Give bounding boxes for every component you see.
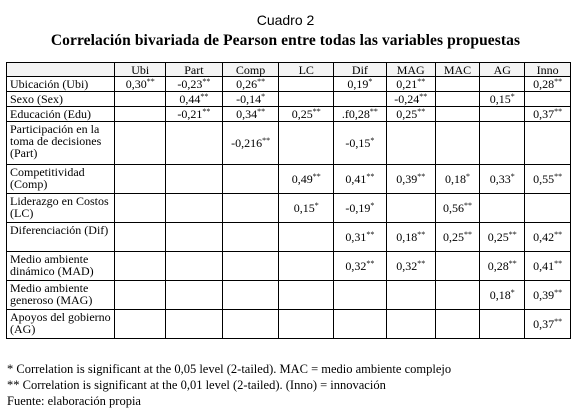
- correlation-value: 0,56: [442, 201, 464, 215]
- correlation-cell: [334, 223, 387, 252]
- table-row: [7, 310, 571, 339]
- significance-marker: **: [463, 201, 472, 210]
- significance-marker: **: [262, 136, 271, 145]
- correlation-cell: [115, 281, 166, 310]
- significance-marker: **: [419, 92, 428, 101]
- correlation-cell: [115, 223, 166, 252]
- correlation-value: 0,18: [489, 288, 511, 302]
- correlation-cell: [525, 223, 571, 252]
- correlation-cell: [222, 223, 279, 252]
- correlation-cell: [525, 281, 571, 310]
- correlation-cell: [435, 310, 480, 339]
- correlation-cell: [222, 252, 279, 281]
- correlation-value: -0,21: [177, 107, 203, 121]
- correlation-cell: [480, 252, 525, 281]
- correlation-cell: [222, 92, 279, 107]
- significance-marker: **: [554, 230, 563, 239]
- note-significance-001: ** Correlation is significant at the 0,01 level (2-tailed). (Inno) = innovación: [7, 378, 386, 392]
- significance-marker: **: [554, 107, 563, 116]
- correlation-cell: [435, 281, 480, 310]
- correlation-value: 0,18: [444, 172, 466, 186]
- header-row: [7, 63, 571, 77]
- correlation-cell: [166, 92, 223, 107]
- correlation-cell: [222, 77, 279, 92]
- table-row: [7, 107, 571, 122]
- correlation-cell: [279, 107, 334, 122]
- correlation-cell: [386, 223, 435, 252]
- correlation-value: 0,34: [236, 107, 258, 121]
- correlation-cell: [222, 194, 279, 223]
- correlation-value: 0,39: [533, 288, 555, 302]
- significance-marker: **: [417, 259, 426, 268]
- correlation-cell: [386, 92, 435, 107]
- significance-marker: **: [312, 107, 321, 116]
- correlation-value: 0,37: [533, 107, 555, 121]
- correlation-cell: [166, 252, 223, 281]
- table-caption: Cuadro 2: [256, 12, 315, 28]
- significance-marker: **: [200, 92, 209, 101]
- correlation-value: 0,41: [533, 259, 555, 273]
- row-label: Ubicación (Ubi): [7, 77, 115, 92]
- significance-marker: **: [417, 230, 426, 239]
- table-row: [7, 252, 571, 281]
- significance-marker: **: [366, 172, 375, 181]
- row-label: Educación (Edu): [7, 107, 115, 122]
- significance-marker: *: [370, 201, 375, 210]
- note-source: Fuente: elaboración propia: [7, 394, 141, 408]
- column-header: Comp: [222, 63, 279, 77]
- correlation-cell: [279, 122, 334, 165]
- significance-marker: **: [202, 77, 211, 86]
- correlation-cell: [279, 223, 334, 252]
- correlation-value: 0,37: [533, 317, 555, 331]
- significance-marker: **: [369, 107, 378, 116]
- correlation-value: -0,23: [177, 77, 203, 91]
- correlation-cell: [386, 252, 435, 281]
- column-header: LC: [279, 63, 334, 77]
- column-header: Dif: [334, 63, 387, 77]
- correlation-value: 0,32: [345, 259, 367, 273]
- correlation-cell: [166, 310, 223, 339]
- correlation-cell: [222, 281, 279, 310]
- correlation-value: 0,30: [125, 77, 147, 91]
- correlation-value: 0,26: [236, 77, 258, 91]
- significance-marker: **: [508, 230, 517, 239]
- significance-marker: *: [314, 201, 319, 210]
- correlation-cell: [435, 92, 480, 107]
- table-row: [7, 77, 571, 92]
- correlation-cell: [525, 92, 571, 107]
- column-header: Ubi: [115, 63, 166, 77]
- table-row: [7, 223, 571, 252]
- correlation-cell: [279, 310, 334, 339]
- correlation-cell: [115, 92, 166, 107]
- significance-marker: *: [261, 92, 266, 101]
- correlation-value: 0,15: [293, 201, 315, 215]
- significance-marker: *: [368, 77, 373, 86]
- row-label: Diferenciación (Dif): [7, 223, 115, 252]
- significance-marker: *: [465, 172, 470, 181]
- column-header: Inno: [525, 63, 571, 77]
- correlation-cell: [525, 122, 571, 165]
- correlation-cell: [222, 165, 279, 194]
- correlation-cell: [525, 77, 571, 92]
- correlation-cell: [222, 122, 279, 165]
- correlation-cell: [334, 77, 387, 92]
- correlation-cell: [435, 122, 480, 165]
- correlation-cell: [386, 107, 435, 122]
- correlation-cell: [115, 252, 166, 281]
- row-label: Sexo (Sex): [7, 92, 115, 107]
- correlation-cell: [166, 165, 223, 194]
- correlation-cell: [222, 107, 279, 122]
- correlation-cell: [386, 122, 435, 165]
- correlation-cell: [166, 194, 223, 223]
- correlation-cell: [480, 107, 525, 122]
- significance-marker: **: [417, 107, 426, 116]
- row-label: Medio ambiente dinámico (MAD): [7, 252, 115, 281]
- column-header: MAG: [386, 63, 435, 77]
- significance-marker: *: [510, 288, 515, 297]
- table-row: [7, 92, 571, 107]
- correlation-cell: [435, 77, 480, 92]
- correlation-cell: [435, 107, 480, 122]
- correlation-cell: [386, 165, 435, 194]
- column-header: Part: [166, 63, 223, 77]
- correlation-value: 0,41: [345, 172, 367, 186]
- significance-marker: **: [257, 77, 266, 86]
- correlation-cell: [279, 252, 334, 281]
- correlation-value: 0,44: [179, 92, 201, 106]
- correlation-value: 0,39: [396, 172, 418, 186]
- correlation-cell: [166, 281, 223, 310]
- correlation-value: 0,25: [396, 107, 418, 121]
- correlation-cell: [480, 77, 525, 92]
- correlation-cell: [115, 107, 166, 122]
- correlation-cell: [480, 194, 525, 223]
- significance-marker: **: [366, 230, 375, 239]
- correlation-value: 0,19: [347, 77, 369, 91]
- significance-marker: **: [366, 259, 375, 268]
- significance-marker: **: [146, 77, 155, 86]
- correlation-cell: [525, 194, 571, 223]
- correlation-cell: [334, 310, 387, 339]
- significance-marker: **: [417, 77, 426, 86]
- correlation-cell: [334, 252, 387, 281]
- table-row: [7, 281, 571, 310]
- correlation-cell: [435, 223, 480, 252]
- row-label: Liderazgo en Costos (LC): [7, 194, 115, 223]
- correlation-cell: [279, 281, 334, 310]
- significance-marker: *: [510, 172, 515, 181]
- significance-marker: *: [510, 92, 515, 101]
- correlation-value: 0,18: [396, 230, 418, 244]
- correlation-value: 0,21: [396, 77, 418, 91]
- correlation-cell: [166, 107, 223, 122]
- correlation-cell: [222, 310, 279, 339]
- correlation-cell: [334, 281, 387, 310]
- correlation-value: 0,25: [442, 230, 464, 244]
- correlation-cell: [525, 165, 571, 194]
- significance-marker: **: [312, 172, 321, 181]
- correlation-value: 0,25: [487, 230, 509, 244]
- correlation-value: 0,55: [533, 172, 555, 186]
- correlation-value: 0,33: [489, 172, 511, 186]
- significance-marker: **: [554, 259, 563, 268]
- correlation-value: 0,31: [345, 230, 367, 244]
- significance-marker: **: [554, 317, 563, 326]
- correlation-table: [6, 62, 571, 339]
- correlation-cell: [115, 165, 166, 194]
- correlation-cell: [480, 310, 525, 339]
- correlation-cell: [435, 252, 480, 281]
- correlation-cell: [480, 165, 525, 194]
- row-label: Apoyos del gobierno (AG): [7, 310, 115, 339]
- significance-marker: **: [554, 288, 563, 297]
- correlation-cell: [115, 77, 166, 92]
- correlation-value: .f0,28: [341, 107, 370, 121]
- significance-marker: *: [370, 136, 375, 145]
- significance-marker: **: [417, 172, 426, 181]
- column-header: MAC: [435, 63, 480, 77]
- row-label: Competitividad (Comp): [7, 165, 115, 194]
- table-row: [7, 194, 571, 223]
- correlation-value: -0,24: [394, 92, 420, 106]
- significance-marker: **: [463, 230, 472, 239]
- correlation-cell: [480, 92, 525, 107]
- correlation-value: 0,25: [291, 107, 313, 121]
- correlation-value: 0,42: [533, 230, 555, 244]
- correlation-cell: [480, 122, 525, 165]
- note-significance-005: * Correlation is significant at the 0,05 level (2-tailed). MAC = medio ambiente complejo: [7, 362, 452, 376]
- significance-marker: **: [202, 107, 211, 116]
- correlation-cell: [435, 194, 480, 223]
- correlation-cell: [525, 107, 571, 122]
- significance-marker: **: [554, 172, 563, 181]
- correlation-cell: [334, 194, 387, 223]
- correlation-cell: [279, 92, 334, 107]
- correlation-cell: [279, 165, 334, 194]
- column-header: AG: [480, 63, 525, 77]
- correlation-value: 0,15: [489, 92, 511, 106]
- correlation-cell: [334, 107, 387, 122]
- correlation-value: 0,28: [487, 259, 509, 273]
- table-body: [7, 77, 571, 339]
- corner-cell: [7, 63, 115, 77]
- table-row: [7, 122, 571, 165]
- correlation-value: -0,15: [345, 136, 371, 150]
- correlation-cell: [525, 252, 571, 281]
- correlation-cell: [115, 310, 166, 339]
- correlation-cell: [279, 194, 334, 223]
- correlation-cell: [334, 165, 387, 194]
- significance-marker: **: [257, 107, 266, 116]
- correlation-cell: [386, 194, 435, 223]
- significance-marker: **: [508, 259, 517, 268]
- correlation-cell: [386, 281, 435, 310]
- row-label: Medio ambiente generoso (MAG): [7, 281, 115, 310]
- correlation-cell: [525, 310, 571, 339]
- correlation-cell: [166, 223, 223, 252]
- correlation-value: -0,19: [345, 201, 371, 215]
- correlation-cell: [386, 77, 435, 92]
- correlation-cell: [115, 194, 166, 223]
- table-notes: [7, 361, 451, 409]
- correlation-cell: [279, 77, 334, 92]
- correlation-cell: [435, 165, 480, 194]
- correlation-value: 0,32: [396, 259, 418, 273]
- correlation-cell: [334, 92, 387, 107]
- correlation-value: -0,14: [236, 92, 262, 106]
- row-label: Participación en la toma de decisiones (Part): [7, 122, 115, 165]
- correlation-cell: [166, 77, 223, 92]
- correlation-cell: [115, 122, 166, 165]
- correlation-value: 0,28: [533, 77, 555, 91]
- significance-marker: **: [554, 77, 563, 86]
- correlation-cell: [480, 223, 525, 252]
- correlation-cell: [480, 281, 525, 310]
- correlation-cell: [386, 310, 435, 339]
- table-row: [7, 165, 571, 194]
- table-title: Correlación bivariada de Pearson entre todas las variables propuestas: [50, 32, 521, 49]
- correlation-cell: [334, 122, 387, 165]
- correlation-cell: [166, 122, 223, 165]
- correlation-value: 0,49: [291, 172, 313, 186]
- correlation-value: -0,216: [231, 136, 263, 150]
